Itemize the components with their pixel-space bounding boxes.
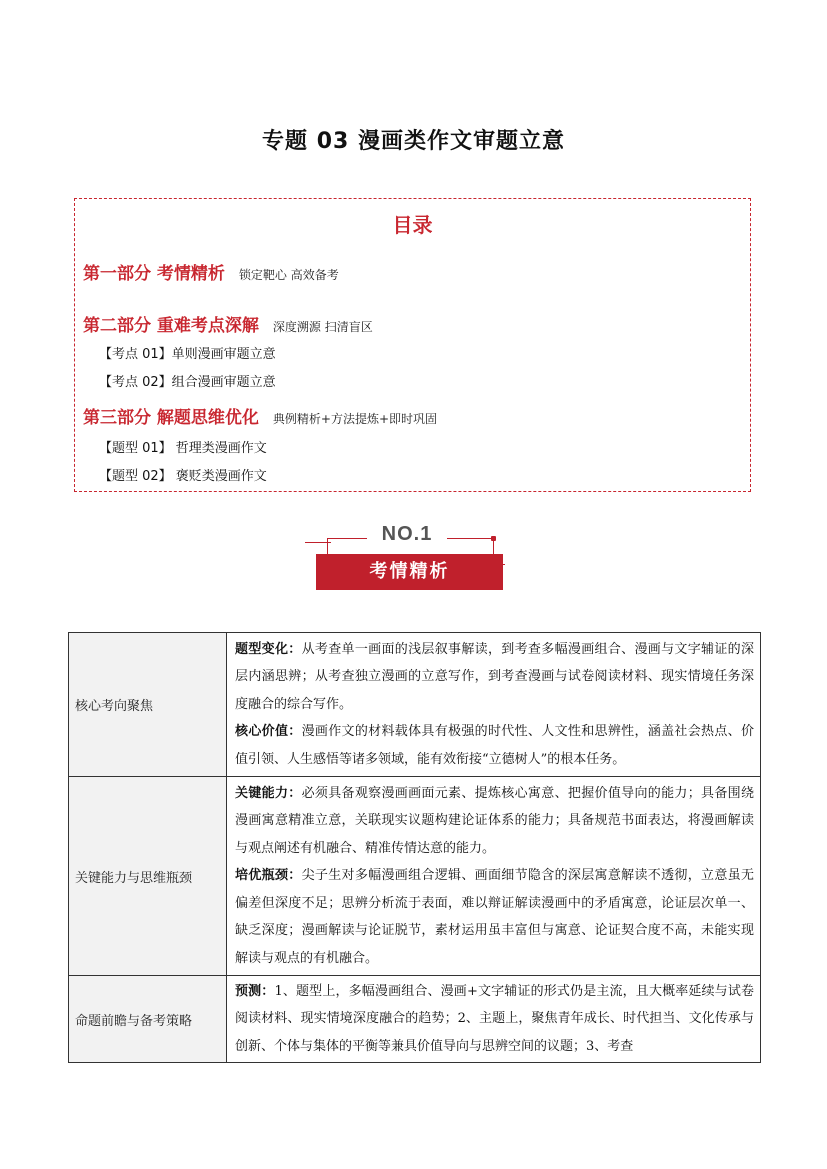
table-of-contents [74,198,751,492]
content-paragraph [235,636,754,719]
row-label: 命题前瞻与备考策略 [69,976,227,1063]
banner-decor-line [327,538,328,554]
banner-ribbon [316,554,503,590]
toc-part-title: 第二部分 重难考点深解 [83,316,259,336]
toc-part-title: 第三部分 解题思维优化 [83,408,259,428]
paragraph-text: 1、题型上，多幅漫画组合、漫画+文字辅证的形式仍是主流，且大概率延续与试卷阅读材料、现实情境深度融合的趋势；2、主题上，聚焦青年成长、时代担当、文化传承与创新、个体与集体的平衡等兼具价值导向与思辨空间的议题；3、考查 [235,983,754,1054]
toc-title: 目录 [392,213,433,237]
table-row [69,976,761,1063]
paragraph-head: 题型变化： [235,641,302,657]
paragraph-text: 从考查单一画面的浅层叙事解读，到考查多幅漫画组合、漫画与文字辅证的深层内涵思辨；从考查独立漫画的立意写作，到考查漫画与试卷阅读材料、现实情境任务深度融合的综合写作。 [235,641,754,712]
content-paragraph [235,780,754,863]
toc-item[interactable]: 【题型 02】 褒贬类漫画作文 [99,469,267,484]
paragraph-text: 尖子生对多幅漫画组合逻辑、画面细节隐含的深层寓意解读不透彻，立意虽无偏差但深度不足；思辨分析流于表面，难以辩证解读漫画中的矛盾寓意，论证层次单一、缺乏深度；漫画解读与论证脱节，素材运用虽丰富但与寓意、论证契合度不高，未能实现解读与观点的有机融合。 [235,868,754,966]
content-paragraph [235,718,754,773]
paragraph-head: 预测： [235,983,275,999]
toc-part-subtitle: 深度溯源 扫清盲区 [272,320,373,334]
banner-decor-dot [491,536,496,541]
content-paragraph [235,978,754,1061]
paragraph-head: 培优瓶颈： [235,868,302,884]
row-content [227,976,761,1063]
table-row [69,777,761,976]
toc-item[interactable]: 【题型 01】 哲理类漫画作文 [99,441,267,456]
toc-part-subtitle: 典例精析+方法提炼+即时巩固 [272,412,438,426]
section-banner [305,520,515,592]
row-content [227,777,761,976]
row-content [227,633,761,777]
toc-part-subtitle: 锁定靶心 高效备考 [238,268,339,282]
paragraph-text: 漫画作文的材料载体具有极强的时代性、人文性和思辨性，涵盖社会热点、价值引领、人生感悟等诸多领域，能有效衔接“立德树人”的根本任务。 [235,724,754,767]
toc-item[interactable]: 【考点 01】单则漫画审题立意 [99,347,276,362]
row-label: 关键能力与思维瓶颈 [69,777,227,976]
content-paragraph [235,862,754,972]
banner-number: NO.1 [367,523,447,546]
toc-part-3[interactable] [83,403,437,428]
toc-part-2[interactable] [83,311,373,336]
paragraph-head: 关键能力： [235,785,302,801]
toc-item[interactable]: 【考点 02】组合漫画审题立意 [99,375,276,390]
toc-part-title: 第一部分 考情精析 [83,264,225,284]
toc-part-1[interactable] [83,259,339,284]
banner-decor-line [493,564,505,565]
banner-label: 考情精析 [369,561,450,582]
row-label: 核心考向聚焦 [69,633,227,777]
paragraph-text: 必须具备观察漫画画面元素、提炼核心寓意、把握价值导向的能力；具备围绕漫画寓意精准立意，关联现实议题构建论证体系的能力；具备规范书面表达，将漫画解读与观点阐述有机融合、精准传情达意的能力。 [235,785,754,856]
paragraph-head: 核心价值： [235,724,302,740]
page-title: 专题 03 漫画类作文审题立意 [262,129,565,154]
exam-analysis-table [68,632,761,1063]
table-row [69,633,761,777]
